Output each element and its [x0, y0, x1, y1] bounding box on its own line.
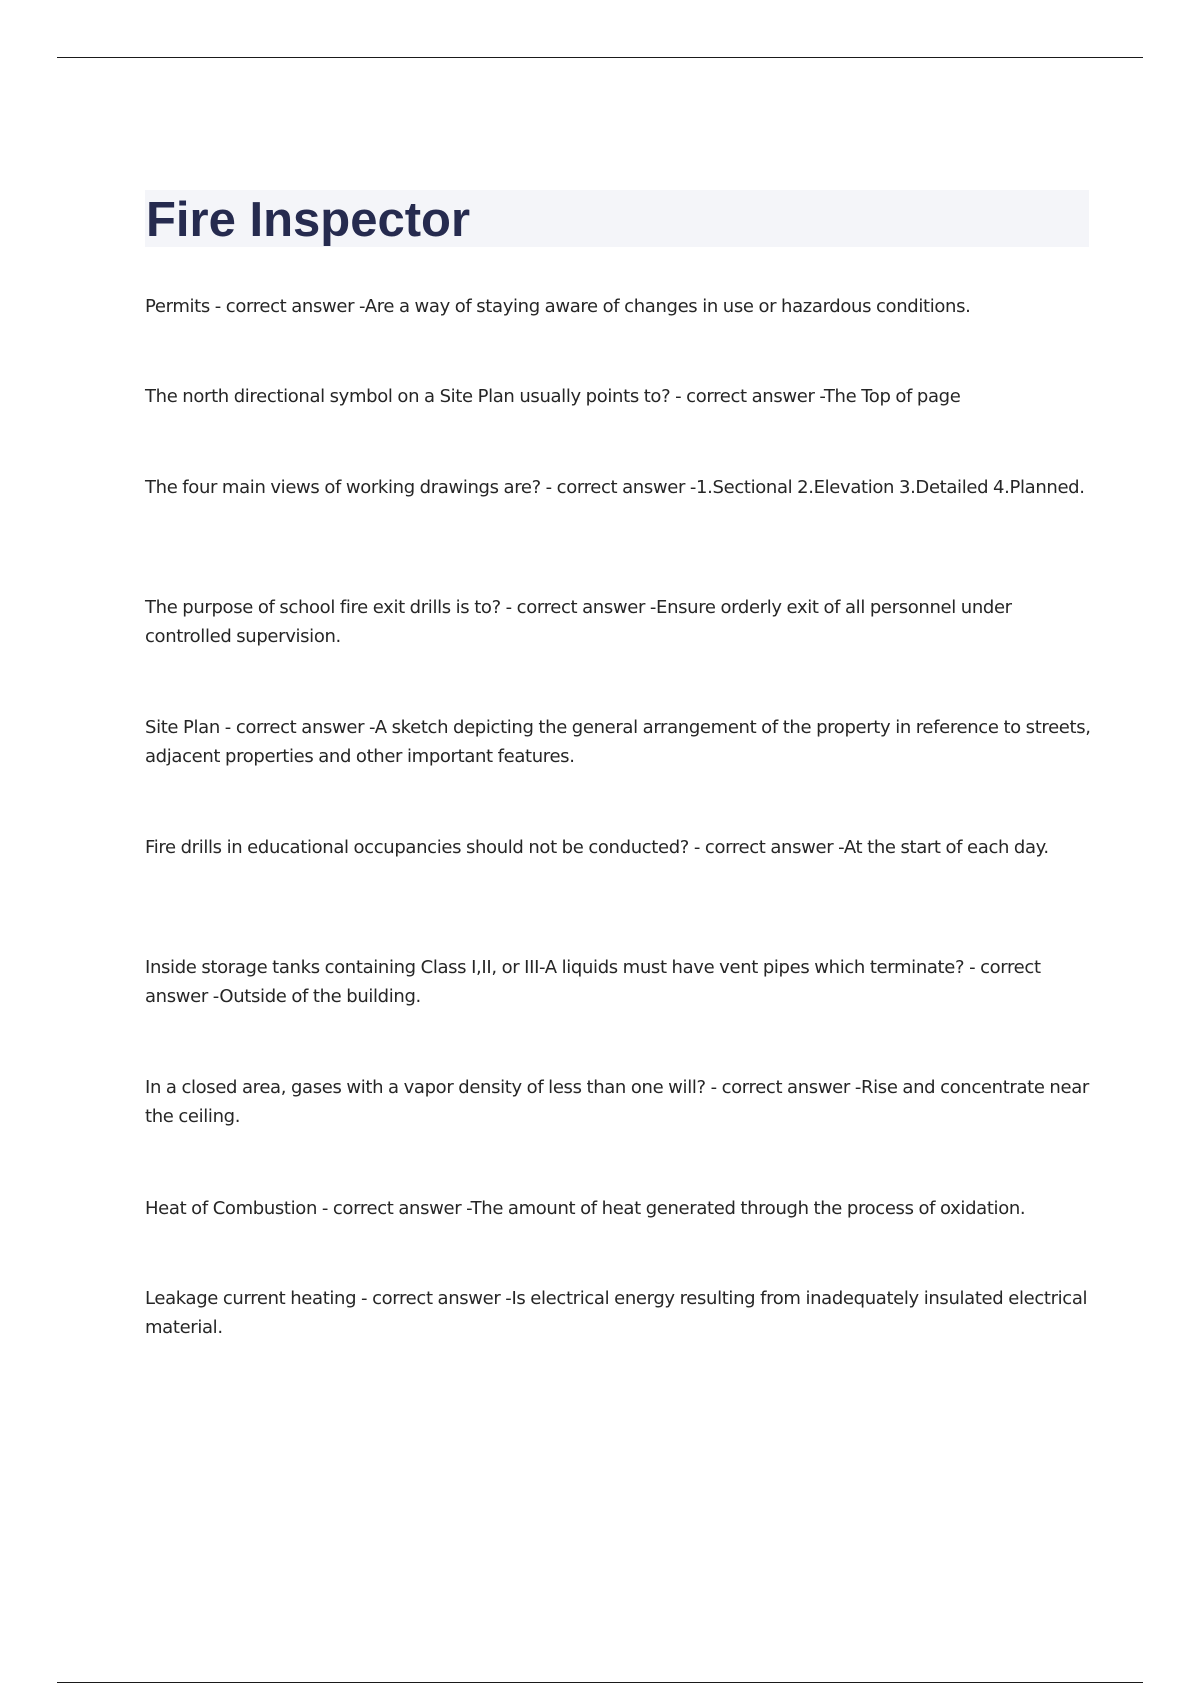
qa-entry: Site Plan - correct answer -A sketch depicting the general arrangement of the property in reference to streets, adjacent properties and other important features. [145, 717, 1091, 767]
qa-entry: Fire drills in educational occupancies should not be conducted? - correct answer -At the start of each day. [145, 837, 1049, 858]
qa-entry: In a closed area, gases with a vapor density of less than one will? - correct answer -Rise and concentrate near the ceiling. [145, 1077, 1089, 1127]
qa-entry: Leakage current heating - correct answer -Is electrical energy resulting from inadequately insulated electrical material. [145, 1288, 1088, 1338]
qa-entry: The four main views of working drawings are? - correct answer -1.Sectional 2.Elevation 3.Detailed 4.Planned. [145, 477, 1085, 498]
qa-entry: The north directional symbol on a Site Plan usually points to? - correct answer -The Top of page [145, 386, 961, 407]
page-title: Fire Inspector [146, 193, 471, 247]
qa-entry: Inside storage tanks containing Class I,II, or III-A liquids must have vent pipes which terminate? - correct answer -Outside of the building. [145, 957, 1041, 1007]
qa-entry: Heat of Combustion - correct answer -The amount of heat generated through the process of oxidation. [145, 1198, 1026, 1219]
qa-entry: Permits - correct answer -Are a way of staying aware of changes in use or hazardous conditions. [145, 296, 971, 317]
top-rule [57, 57, 1143, 58]
qa-entry: The purpose of school fire exit drills is to? - correct answer -Ensure orderly exit of all personnel under controlled supervision. [145, 597, 1012, 647]
bottom-rule [57, 1682, 1143, 1683]
